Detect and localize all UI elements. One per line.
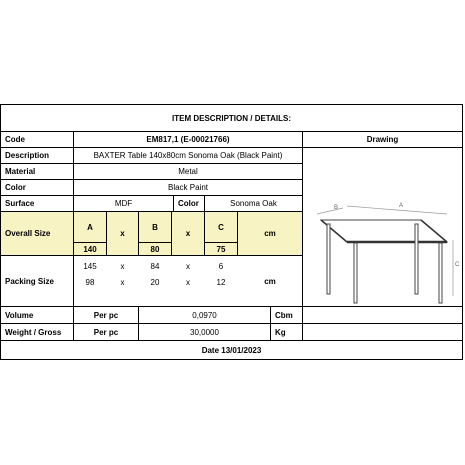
description-value: BAXTER Table 140x80cm Sonoma Oak (Black Paint): [93, 151, 283, 160]
dim-a-label: A: [399, 203, 404, 209]
weight-value: 30,0000: [190, 327, 219, 337]
volume-per: Per pc: [93, 310, 119, 320]
date-footer: Date 13/01/2023: [201, 345, 262, 355]
packing-unit: cm: [264, 276, 276, 286]
overall-size-label: Overall Size: [1, 212, 73, 255]
packing-r2-x1: x: [120, 277, 125, 287]
weight-unit: Kg: [275, 327, 286, 337]
surface-value: MDF: [114, 199, 133, 208]
packing-r2-a: 98: [85, 277, 95, 287]
color-label: Color: [5, 183, 26, 192]
description-label: Description: [5, 151, 50, 160]
overall-c-header: C: [205, 212, 237, 242]
packing-r1-b: 84: [150, 261, 160, 271]
overall-x1: x: [107, 212, 138, 255]
surface-color-label: Color: [178, 199, 199, 208]
surface-label: Surface: [5, 199, 35, 208]
packing-r2-b: 20: [150, 277, 160, 287]
packing-r1-a: 145: [83, 261, 97, 271]
surface-color-value: Sonoma Oak: [230, 199, 277, 208]
packing-r1-x1: x: [120, 261, 125, 271]
overall-a-value: 140: [74, 243, 106, 255]
color-value: Black Paint: [167, 183, 209, 192]
material-label: Material: [5, 167, 36, 176]
drawing-label: Drawing: [366, 135, 399, 144]
packing-size-label: Packing Size: [5, 276, 54, 286]
code-value: EM817,1 (E-00021766): [146, 135, 230, 144]
table-drawing: [303, 148, 462, 306]
volume-label: Volume: [5, 310, 34, 320]
packing-r2-x2: x: [186, 277, 190, 287]
material-value: Metal: [178, 167, 198, 176]
overall-b-value: 80: [139, 243, 171, 255]
overall-unit: cm: [238, 212, 302, 255]
overall-x2: x: [172, 212, 204, 255]
overall-b-header: B: [139, 212, 171, 242]
packing-r2-c: 12: [216, 277, 226, 287]
overall-c-value: 75: [205, 243, 237, 255]
code-label: Code: [5, 135, 25, 144]
weight-label: Weight / Gross: [5, 327, 62, 337]
overall-a-header: A: [74, 212, 106, 242]
sheet-title: ITEM DESCRIPTION / DETAILS:: [172, 113, 291, 123]
dim-c-label: C: [455, 262, 460, 268]
packing-r1-x2: x: [186, 261, 190, 271]
item-details-sheet: [0, 104, 463, 360]
packing-r1-c: 6: [218, 261, 224, 271]
volume-value: 0,0970: [192, 310, 217, 320]
weight-per: Per pc: [93, 327, 119, 337]
dim-b-label: B: [334, 205, 339, 211]
volume-unit: Cbm: [275, 310, 293, 320]
